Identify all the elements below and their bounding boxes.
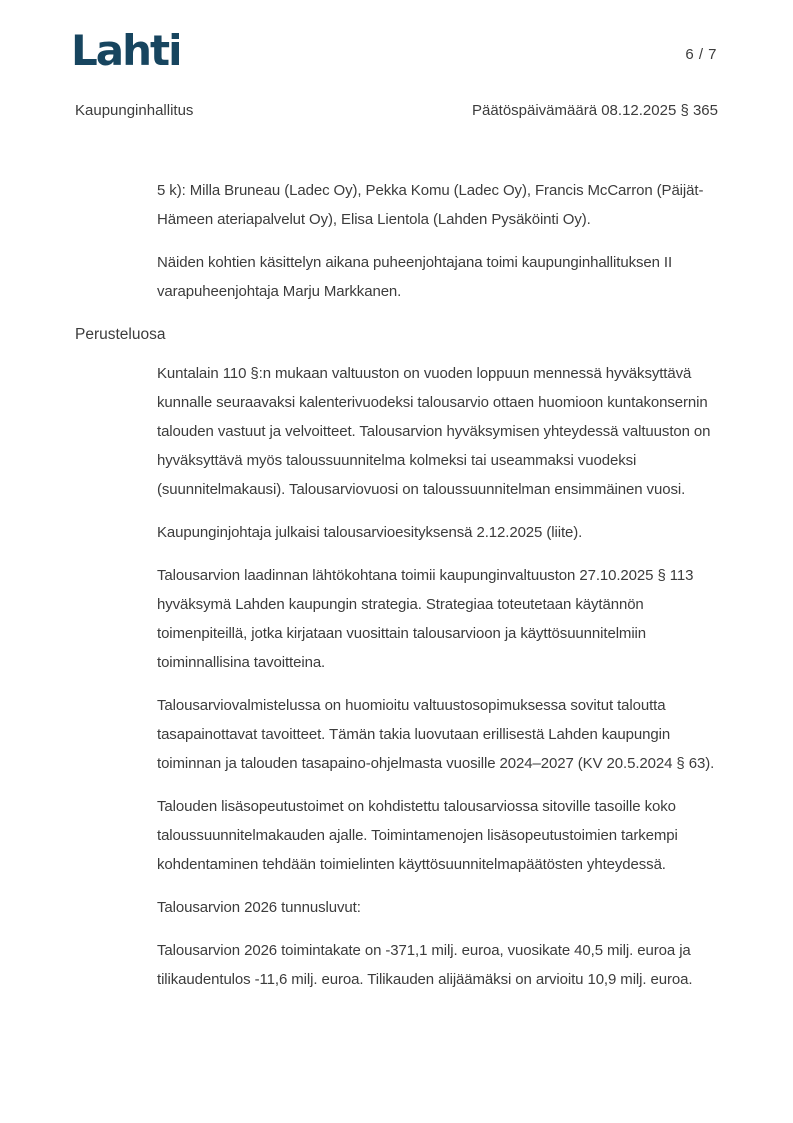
document-body <box>75 176 735 1008</box>
decision-date: Päätöspäivämäärä 08.12.2025 § 365 <box>471 102 718 119</box>
lahti-logo: Lahti <box>71 26 181 75</box>
paragraph-key-figures: Talousarvion 2026 toimintakate on -371,1 milj. euroa, vuosikate 40,5 milj. euroa ja tilikaudentulos -11,6 milj. euroa. Tilikauden alijäämäksi on arvioitu 10,9 milj. euroa. <box>157 942 693 988</box>
paragraph-adjustment-measures: Talouden lisäsopeutustoimet on kohdistettu talousarviossa sitoville tasoille koko taloussuunnitelmakauden ajalle. Toimintamenojen lisäsopeutustoimien tarkempi kohdentaminen tehdään toimielinten käyttösuunnitelmapäätösten yhteydessä. <box>157 798 678 873</box>
paragraph-strategy: Talousarvion laadinnan lähtökohtana toimii kaupunginvaltuuston 27.10.2025 § 113 hyväksymä Lahden kaupungin strategia. Strategiaa toteutetaan käytännön toimenpiteillä, jotka kirjataan vuosittain talousarvioon ja käyttösuunnitelmiin toiminnallisina tavoitteina. <box>157 567 694 671</box>
paragraph-key-figures-title: Talousarvion 2026 tunnusluvut: <box>157 899 361 916</box>
document-header-row <box>75 102 718 119</box>
paragraph-budget-proposal: Kaupunginjohtaja julkaisi talousarvioesityksensä 2.12.2025 (liite). <box>157 524 583 541</box>
paragraph-kuntalaki: Kuntalain 110 §:n mukaan valtuuston on vuoden loppuun mennessä hyväksyttävä kunnalle seuraavaksi kalenterivuodeksi talousarvio ottaen huomioon kuntakonsernin talouden vastuut ja velvoitteet. Talousarvion hyväksymisen yhteydessä valtuuston on hyväksyttävä myös taloussuunnitelma kolmeksi tai useammaksi vuodeksi (suunnitelmakausi). Talousarviovuosi on taloussuunnitelman ensimmäinen vuosi. <box>157 365 711 498</box>
page-number: 6 / 7 <box>685 46 717 63</box>
committee-name: Kaupunginhallitus <box>75 102 194 119</box>
paragraph-chair-note: Näiden kohtien käsittelyn aikana puheenjohtajana toimi kaupunginhallituksen II varapuheenjohtaja Marju Markkanen. <box>157 254 673 300</box>
paragraph-balance-program: Talousarviovalmistelussa on huomioitu valtuustosopimuksessa sovitut taloutta tasapainottavat tavoitteet. Tämän takia luovutaan erillisestä Lahden kaupungin toiminnan ja talouden tasapaino-ohjelmasta vuosille 2024–2027 (KV 20.5.2024 § 63). <box>157 697 715 772</box>
section-heading-perusteluosa: Perusteluosa <box>75 326 166 343</box>
paragraph-attendees: 5 k): Milla Bruneau (Ladec Oy), Pekka Komu (Ladec Oy), Francis McCarron (Päijät-Hämeen ateriapalvelut Oy), Elisa Lientola (Lahden Pysäköinti Oy). <box>157 182 704 228</box>
